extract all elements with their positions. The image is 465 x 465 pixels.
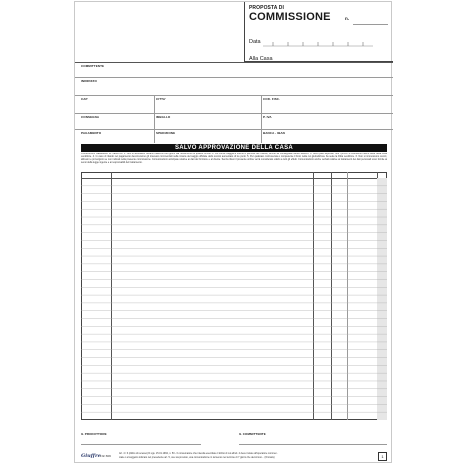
form-code: CR 369 (100, 454, 111, 458)
cod-fisc-label: COD. FISC. (263, 97, 281, 101)
indirizzo-label: INDIRIZZO (81, 79, 97, 83)
spedizione-label: SPEDIZIONE (156, 131, 176, 135)
form-title: COMMISSIONE (249, 11, 331, 23)
date-label: Data (249, 39, 261, 45)
consegna-row-field[interactable] (75, 129, 393, 130)
cap-label: CAP (81, 97, 88, 101)
committente-signature-line[interactable] (239, 444, 387, 445)
imballo-divider (261, 113, 262, 129)
consegna-divider (154, 113, 155, 129)
proposta-label: PROPOSTA DI (249, 5, 284, 11)
consegna-label: CONSEGNA (81, 115, 100, 119)
imballo-label: IMBALLO (156, 115, 171, 119)
produttore-label: IL PRODUTTORE (81, 432, 107, 436)
date-field-ticks[interactable] (263, 40, 373, 48)
alla-casa-label: Alla Casa (249, 56, 273, 62)
cap-divider (154, 95, 155, 113)
pagamento-divider (154, 129, 155, 143)
committente-sign-label: IL COMMITTENTE (239, 432, 266, 436)
produttore-signature-line[interactable] (81, 444, 201, 445)
citta-label: CITTA' (156, 97, 166, 101)
number-label: n. (345, 16, 349, 21)
commission-form-sheet (74, 1, 392, 463)
committente-label: COMMITTENTE (81, 64, 105, 68)
pagamento-label: PAGAMENTO (81, 131, 102, 135)
legal-text-line-2: ciale o al soggetto indicato nel precedente art. 5, ove sia previsto, una comunicazione in tal senso nel termine di 7 giorni che decorrono... (Omissis) (119, 456, 275, 459)
citta-divider (261, 95, 262, 113)
page-number-box: 1 (378, 452, 387, 461)
sale-conditions-text: CONDIZIONI GENERALI DI VENDITA: 1. Non si accettano reclami trascorsi otto giorni dal ricevimento di quanto fornito. 2. La merce viaggia a rischio e pericolo del Cliente, anche se consegnata franco destino. 3. Sono patti espressi: tutti i prezzi si intendono franco sede della Ditta venditrice. 4. In caso di ritardo nel pagamento decorreranno gli interessi commerciali nella misura del saggio ufficiale dello sconto aumentato di tre punti. 5. Per qualsiasi controversia è competente il Foro nella cui giurisdizione ha sede la Ditta venditrice. 6. Non si riconoscono sconti, abbuoni e provvigioni se non indicati nella presente commissione. Comunicazioni anticipate relative ai dati del fornitore e al cliente. Senza rilievi il presente ordine verrà considerato valido a tutti gli effetti. Comunicazioni anche verbali relative ai trattamenti dei dati personali sono fornite ai sensi della legge vigente e ai responsabili del trattamento. (81, 153, 387, 164)
legal-text-line-1: Art. 4 / 6 (diritto di recesso) D.Lgs. 15.01.1992, n. 50 - Il consumatore che intenda esercitare il diritto di cui all'art. 4 deve inviare all'operatore commer- (119, 452, 278, 455)
approval-banner: SALVO APPROVAZIONE DELLA CASA (81, 144, 387, 152)
banca-iban-label: BANCA - IBAN (263, 131, 285, 135)
spedizione-divider (261, 129, 262, 143)
brand-logo: Giuffre (81, 453, 101, 459)
indirizzo-field[interactable] (75, 95, 393, 96)
committente-field[interactable] (75, 77, 393, 78)
fields-top-rule (75, 62, 393, 63)
p-iva-label: P. IVA (263, 115, 272, 119)
item-rows[interactable] (81, 178, 387, 420)
number-field-line[interactable] (353, 24, 388, 25)
cap-row-field[interactable] (75, 113, 393, 114)
